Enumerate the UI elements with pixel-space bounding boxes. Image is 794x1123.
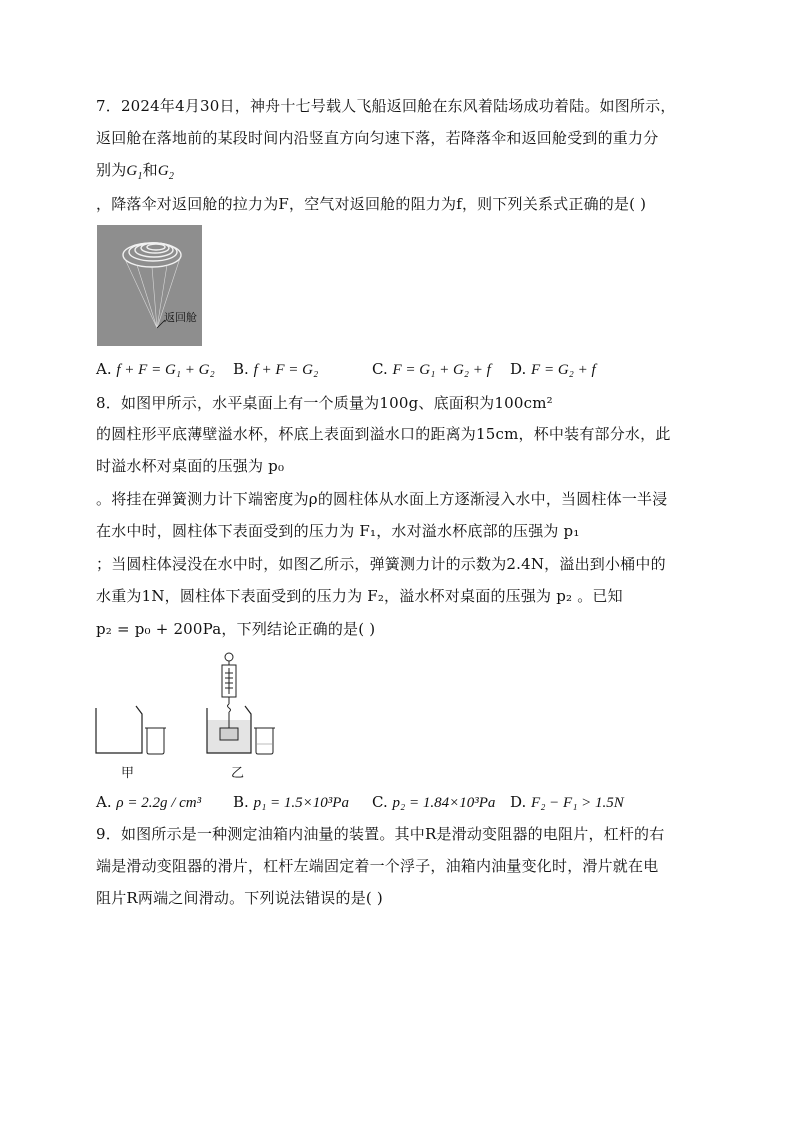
q8-option-b-expr: p₁ = 1.5×10³Pa bbox=[253, 795, 349, 811]
q9-line-2: 端是滑动变阻器的滑片，杠杆左端固定着一个浮子，油箱内油量变化时，滑片就在电 bbox=[96, 857, 659, 875]
q8-option-b bbox=[233, 792, 349, 813]
overflow-cup-figure bbox=[92, 648, 292, 783]
q8-option-a-label: A. bbox=[96, 793, 112, 811]
q8-line-6: ；当圆柱体浸没在水中时，如图乙所示，弹簧测力计的示数为2.4N，溢出到小桶中的 bbox=[96, 555, 666, 573]
q8-line-1: 8．如图甲所示，水平桌面上有一个质量为100g、底面积为100cm² bbox=[96, 394, 553, 412]
q8-line-4: 。将挂在弹簧测力计下端密度为ρ的圆柱体从水面上方逐渐浸入水中，当圆柱体一半浸 bbox=[96, 490, 668, 508]
q9-line-3: 阻片R两端之间滑动。下列说法错误的是( ) bbox=[96, 889, 383, 907]
q7-option-c-label: C. bbox=[372, 360, 388, 378]
q8-option-a-expr: ρ = 2.2g / cm³ bbox=[116, 795, 202, 811]
q8-line-3: 时溢水杯对桌面的压强为 p₀ bbox=[96, 457, 285, 475]
q7-line-3 bbox=[96, 160, 174, 187]
g1-symbol: $G_1$ bbox=[126, 163, 143, 182]
q7-option-a-label: A. bbox=[96, 360, 112, 378]
q8-line-7: 水重为1N，圆柱体下表面受到的压力为 F₂，溢水杯对桌面的压强为 p₂ 。已知 bbox=[96, 587, 623, 605]
q8-option-d-expr: F₂ − F₁ > 1.5N bbox=[531, 795, 624, 811]
q7-line-1: 7．2024年4月30日，神舟十七号载人飞船返回舱在东风着陆场成功着陆。如图所示， bbox=[96, 97, 676, 115]
q7-option-c-expr: F = G₁ + G₂ + f bbox=[392, 362, 491, 378]
q8-option-c bbox=[372, 792, 495, 813]
q8-option-b-label: B. bbox=[233, 793, 249, 811]
q7-option-d bbox=[510, 359, 596, 380]
q8-option-c-label: C. bbox=[372, 793, 388, 811]
q7-option-d-label: D. bbox=[510, 360, 527, 378]
q8-line-5: 在水中时，圆柱体下表面受到的压力为 F₁，水对溢水杯底部的压强为 p₁ bbox=[96, 522, 580, 540]
q7-line-2: 返回舱在落地前的某段时间内沿竖直方向匀速下落，若降落伞和返回舱受到的重力分 bbox=[96, 129, 659, 147]
q7-option-d-expr: F = G₂ + f bbox=[531, 362, 596, 378]
q7-option-a-expr: f + F = G₁ + G₂ bbox=[116, 362, 215, 378]
parachute-photo bbox=[97, 225, 202, 346]
q7-option-c bbox=[372, 359, 491, 380]
q8-line-8: p₂ = p₀ + 200Pa，下列结论正确的是( ) bbox=[96, 620, 376, 638]
q7-option-b bbox=[233, 359, 318, 380]
q8-option-a bbox=[96, 792, 201, 813]
figure-label-jia: 甲 bbox=[121, 766, 135, 781]
q8-option-d-label: D. bbox=[510, 793, 527, 811]
g2-symbol: $G_2$ bbox=[157, 163, 175, 182]
q7-line-4: ，降落伞对返回舱的拉力为F，空气对返回舱的阻力为f，则下列关系式正确的是( ) bbox=[96, 195, 647, 213]
q7-option-b-label: B. bbox=[233, 360, 249, 378]
q8-line-2: 的圆柱形平底薄壁溢水杯，杯底上表面到溢水口的距离为15cm，杯中装有部分水，此 bbox=[96, 425, 671, 443]
capsule-label: 返回舱 bbox=[164, 311, 197, 324]
q7-option-b-expr: f + F = G₂ bbox=[253, 362, 319, 378]
figure-label-yi: 乙 bbox=[231, 766, 245, 781]
q7-line-3-prefix: 别为 bbox=[96, 161, 127, 179]
q7-line-3-and: 和 bbox=[142, 161, 158, 179]
q7-option-a bbox=[96, 359, 215, 380]
q8-option-c-expr: p₂ = 1.84×10³Pa bbox=[392, 795, 496, 811]
q8-option-d bbox=[510, 792, 624, 813]
q9-line-1: 9．如图所示是一种测定油箱内油量的装置。其中R是滑动变阻器的电阻片，杠杆的右 bbox=[96, 825, 665, 843]
